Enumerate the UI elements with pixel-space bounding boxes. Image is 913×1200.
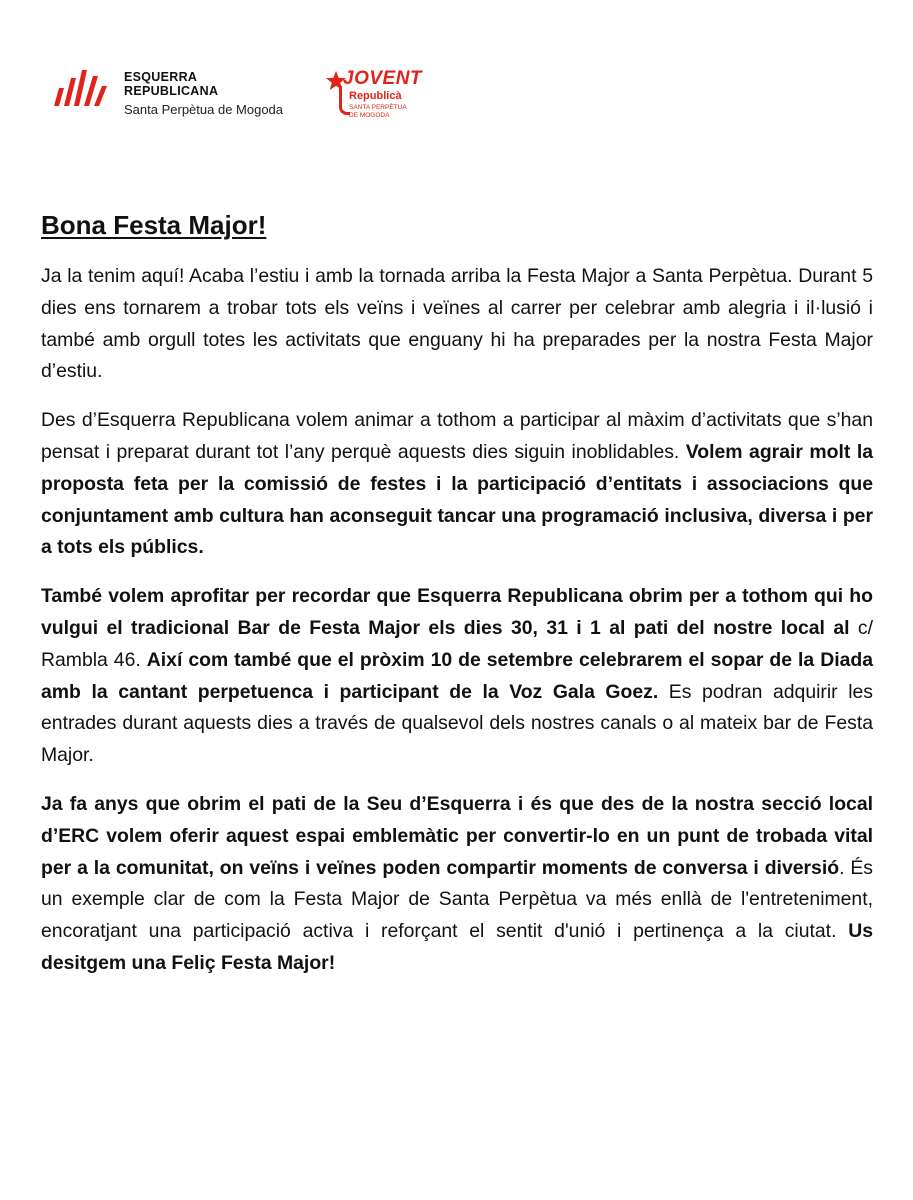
paragraph-3 bbox=[41, 581, 873, 772]
paragraph-segment-bold: Us desitgem una Feliç Festa Major! bbox=[41, 920, 873, 974]
paragraph-segment: . És un exemple clar de com la Festa Major de Santa Perpètua va més enllà de l'entreteniment, encoratjant una participació activa i reforçant el sentit d'unió i pertinença a la ciutat. bbox=[41, 856, 873, 943]
erc-name-line1: ESQUERRA bbox=[124, 70, 198, 84]
paragraph-segment: c/ Rambla 46. bbox=[41, 616, 873, 671]
erc-wordmark bbox=[124, 70, 283, 117]
jovent-subtitle bbox=[349, 104, 407, 119]
jovent-sub-line2: DE MOGODA bbox=[349, 111, 390, 119]
paragraph-segment: Des d’Esquerra Republicana volem animar a tothom a participar al màxim d’activitats que s’han pensat i preparat durant tot l’any perquè aquests dies siguin inoblidables. bbox=[41, 409, 873, 463]
paragraph-1 bbox=[41, 261, 873, 388]
paragraph-segment-bold: També volem aprofitar per recordar que Esquerra Republicana obrim per a tothom qui ho vulgui el tradicional Bar de Festa Major els dies 30, 31 i 1 al pati del nostre local al bbox=[41, 585, 873, 639]
jovent-sub-line1: SANTA PERPÈTUA bbox=[349, 104, 407, 111]
erc-flag-stripes-icon bbox=[50, 66, 108, 106]
erc-name-line2: REPUBLICANA bbox=[124, 84, 219, 98]
jovent-republica: Republicà bbox=[349, 90, 402, 102]
paragraph-segment-bold: Volem agrair molt la proposta feta per la comissió de festes i la participació d’entitats i associacions que conjuntament amb cultura han aconseguit tancar una programació inclusiva, diversa i per a tots els públics. bbox=[41, 440, 873, 559]
erc-town: Santa Perpètua de Mogoda bbox=[124, 102, 284, 117]
jovent-word: JOVENT bbox=[343, 68, 423, 89]
document-body bbox=[41, 210, 873, 997]
page-title: Bona Festa Major! bbox=[41, 210, 267, 240]
paragraph-segment-bold: Ja fa anys que obrim el pati de la Seu d’Esquerra i és que des de la nostra secció local d’ERC volem oferir aquest espai emblemàtic per convertir-lo en un punt de trobada vital per a la comunitat, on veïns i veïnes poden compartir moments de conversa i diversió bbox=[41, 792, 873, 879]
paragraph-2 bbox=[41, 405, 873, 564]
paragraph-segment-bold: Així com també que el pròxim 10 de setembre celebrarem el sopar de la Diada amb la cantant perpetuenca i participant de la Voz Gala Goez. bbox=[41, 648, 874, 703]
paragraph-4 bbox=[41, 789, 873, 980]
jovent-logo bbox=[325, 68, 425, 128]
paragraph-segment: Es podran adquirir les entrades durant aquests dies a través de qualsevol dels nostres canals o al mateix bar de Festa Major. bbox=[41, 680, 873, 767]
paragraph-segment: Ja la tenim aquí! Acaba l’estiu i amb la tornada arriba la Festa Major a Santa Perpètua. Durant 5 dies ens tornarem a trobar tots els veïns i veïnes al carrer per celebrar amb alegria i il·lusió i també amb orgull totes les activitats que enguany hi ha preparades per la nostra Festa Major d’estiu. bbox=[41, 265, 873, 383]
erc-logo bbox=[50, 66, 290, 122]
